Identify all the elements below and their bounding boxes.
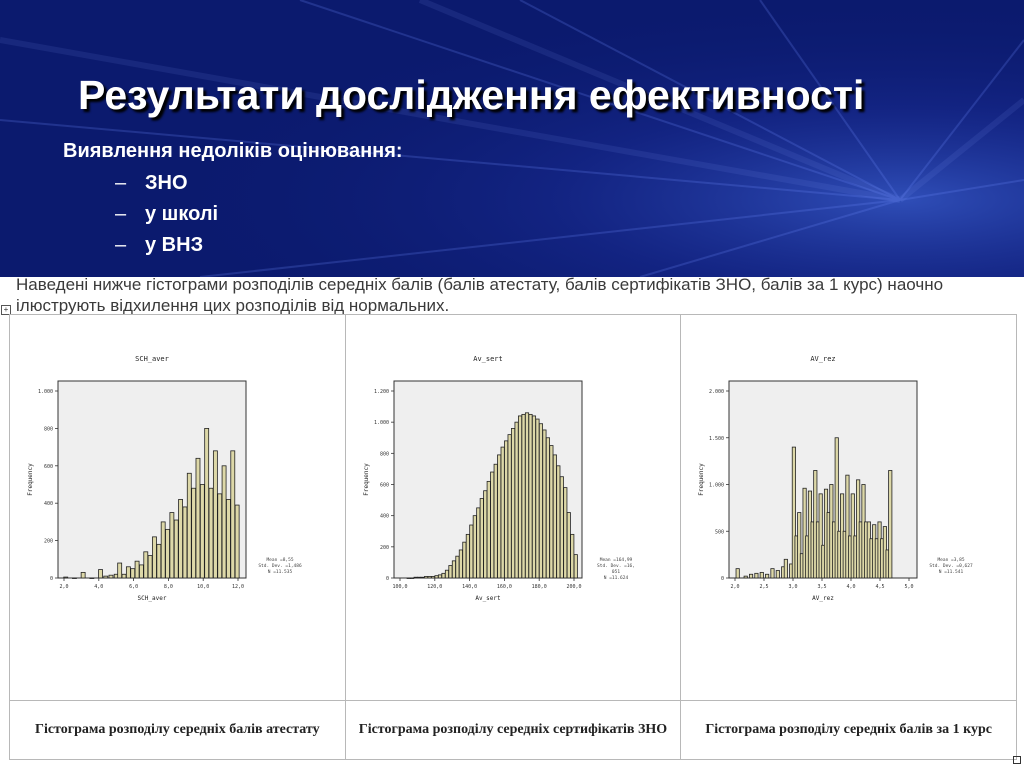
histogram-bar [139, 565, 143, 578]
histogram-bar [122, 574, 126, 578]
histogram-chart-av-rez [681, 315, 1015, 695]
histogram-bar [525, 413, 528, 578]
x-axis-label: SCH_aver [137, 595, 167, 602]
x-tick-label: 4,5 [875, 584, 885, 590]
histogram-bar [553, 455, 556, 578]
histogram-bar [567, 513, 570, 578]
x-tick-label: 2,0 [59, 584, 69, 590]
caption-cell: Гістограма розподілу середніх сертифікатів ЗНО [345, 701, 681, 760]
histogram-chart-av-sert [346, 315, 680, 695]
x-tick-label: 4,0 [94, 584, 104, 590]
histogram-bar [148, 556, 152, 578]
chart-cell [681, 315, 1017, 701]
stats-label: N =11.541 [939, 570, 964, 575]
slide-header [0, 0, 1024, 277]
histogram-bar [445, 570, 448, 578]
y-tick-label: 800 [379, 451, 389, 458]
histogram-bar [417, 577, 420, 578]
x-tick-label: 200,0 [566, 584, 582, 590]
bullet-item [115, 201, 218, 232]
caption-cell: Гістограма розподілу середніх балів атестату [10, 701, 346, 760]
y-tick-label: 800 [43, 426, 53, 433]
bullet-text: у школі [145, 203, 219, 225]
histogram-bar [170, 513, 174, 578]
histogram-bar [226, 499, 230, 578]
histogram-bar [459, 550, 462, 578]
histogram-bar [750, 574, 753, 578]
y-tick-label: 1.500 [709, 435, 725, 442]
histogram-bar [532, 416, 535, 578]
histogram-bar [126, 567, 130, 578]
histogram-bar [511, 428, 514, 578]
y-tick-label: 1.000 [709, 482, 725, 489]
histogram-bar [410, 578, 413, 579]
stats-label: Std. Dev. =16, [596, 564, 635, 569]
histogram-bar [104, 576, 108, 578]
histogram-bar [529, 414, 532, 578]
histogram-bar [205, 428, 209, 578]
stats-label: Mean =8,55 [266, 558, 294, 563]
stats-label: Mean =164,99 [599, 558, 632, 563]
chart-title: AV_rez [810, 355, 836, 363]
histogram-bar [144, 552, 148, 578]
histogram-bar [570, 534, 573, 578]
x-tick-label: 3,0 [788, 584, 798, 590]
y-tick-label: 1.000 [373, 420, 389, 427]
histogram-bar [546, 438, 549, 578]
histogram-bar [574, 555, 577, 578]
histogram-bar [118, 563, 122, 578]
histogram-bar [776, 571, 779, 578]
histogram-chart-sch-aver [10, 315, 344, 695]
histogram-bar [200, 485, 204, 579]
y-tick-label: 0 [721, 576, 725, 582]
histogram-bar [556, 466, 559, 578]
histogram-bar [508, 435, 511, 578]
y-axis-label: Frequency [27, 463, 34, 496]
histogram-bar [407, 578, 410, 579]
x-axis-label: Av_sert [475, 595, 501, 602]
histogram-bar [72, 578, 76, 579]
histogram-bar [448, 566, 451, 578]
dash-icon: – [115, 234, 127, 256]
bullet-text: ЗНО [145, 172, 188, 194]
x-tick-label: 140,0 [461, 584, 477, 590]
x-tick-label: 120,0 [426, 584, 442, 590]
histogram-bar [64, 577, 68, 578]
x-tick-label: 2,5 [759, 584, 769, 590]
end-marker-icon [1013, 756, 1021, 764]
histogram-bar [504, 441, 507, 578]
histogram-bar [435, 576, 438, 578]
histogram-bar [549, 446, 552, 578]
y-tick-label: 0 [49, 576, 53, 582]
x-axis-label: AV_rez [812, 595, 835, 602]
stats-label: N =11.624 [603, 576, 628, 581]
x-tick-label: 8,0 [163, 584, 173, 590]
document-paragraph: Наведені нижче гістограми розподілів середніх балів (балів атестату, балів сертифікатів ЗНО, балів за 1 курс) наочно ілюструють відхилення цих розподілів від нормальних. [16, 275, 944, 315]
dash-icon: – [115, 172, 127, 194]
chart-title: SCH_aver [135, 355, 169, 363]
histogram-bar [490, 472, 493, 578]
histogram-bar [476, 508, 479, 578]
stats-label: 051 [611, 570, 620, 575]
histogram-bar [535, 419, 538, 578]
histogram-bar [192, 488, 196, 578]
stats-label: Std. Dev. =0,627 [929, 564, 973, 569]
histogram-bar [515, 422, 518, 578]
chart-title: Av_sert [472, 355, 503, 363]
histogram-bar [218, 494, 222, 578]
y-tick-label: 400 [43, 501, 53, 508]
histogram-bar [161, 522, 165, 578]
histogram-bar [166, 529, 170, 578]
histogram-bar [131, 569, 135, 578]
histogram-bar [152, 537, 156, 578]
histogram-bar [480, 499, 483, 578]
chart-cell [10, 315, 346, 701]
histogram-bar [744, 576, 747, 578]
histogram-bar [760, 572, 763, 578]
histogram-bar [81, 572, 85, 578]
y-tick-label: 200 [43, 538, 53, 545]
x-tick-label: 160,0 [496, 584, 512, 590]
x-tick-label: 4,0 [846, 584, 856, 590]
x-tick-label: 6,0 [129, 584, 139, 590]
histogram-bar [235, 505, 239, 578]
histogram-bar [539, 424, 542, 578]
stats-label: Std. Dev. =1,486 [258, 564, 302, 569]
histogram-bar [494, 464, 497, 578]
histogram-bar [428, 576, 431, 578]
histogram-bar [135, 561, 139, 578]
histogram-bar [785, 559, 788, 578]
histogram-bar [414, 577, 417, 578]
histogram-bar [462, 542, 465, 578]
y-tick-label: 1.000 [37, 389, 53, 395]
histogram-bar [771, 569, 774, 578]
slide-title: Результати дослідження ефективності [78, 72, 865, 118]
y-axis-label: Frequency [698, 463, 706, 496]
bullet-list [115, 170, 218, 263]
histogram-bar [560, 477, 563, 578]
y-tick-label: 500 [715, 529, 725, 536]
y-tick-label: 0 [385, 576, 389, 582]
table-move-handle-icon[interactable]: + [1, 305, 11, 315]
histogram-bar [501, 447, 504, 578]
histogram-bar [563, 488, 566, 578]
histogram-bar [755, 573, 758, 578]
y-tick-label: 400 [379, 513, 389, 520]
y-axis-label: Frequency [362, 463, 370, 496]
caption-cell: Гістограма розподілу середніх балів за 1 курс [681, 701, 1017, 760]
histogram-bar [183, 507, 187, 578]
y-tick-label: 600 [379, 482, 389, 489]
bullet-text: у ВНЗ [145, 234, 204, 256]
figures-table [9, 314, 1017, 760]
histogram-bar [487, 481, 490, 578]
histogram-bar [213, 451, 217, 578]
histogram-bar [473, 516, 476, 578]
histogram-bar [542, 430, 545, 578]
stats-label: Mean =3,85 [937, 558, 965, 563]
x-tick-label: 2,0 [730, 584, 740, 590]
histogram-bar [231, 451, 235, 578]
histogram-bar [442, 573, 445, 578]
histogram-bar [438, 575, 441, 578]
histogram-bar [90, 578, 94, 579]
histogram-bar [424, 576, 427, 578]
histogram-bar [99, 570, 103, 578]
histogram-bar [766, 574, 769, 578]
histogram-bar [174, 520, 178, 578]
histogram-bar [455, 556, 458, 578]
histogram-bar [452, 561, 455, 578]
x-tick-label: 10,0 [197, 584, 210, 590]
histogram-bar [209, 488, 213, 578]
histogram-bar [889, 470, 892, 578]
bullet-item [115, 232, 218, 263]
histogram-bar [483, 491, 486, 578]
histogram-bar [431, 576, 434, 578]
chart-cell [345, 315, 681, 701]
histogram-bar [421, 577, 424, 578]
y-tick-label: 200 [379, 544, 389, 551]
histogram-bar [109, 575, 113, 578]
x-tick-label: 5,0 [904, 584, 914, 590]
histogram-bar [518, 416, 521, 578]
x-tick-label: 3,5 [817, 584, 827, 590]
x-tick-label: 12,0 [231, 584, 245, 590]
x-tick-label: 180,0 [531, 584, 547, 590]
y-tick-label: 1.200 [373, 389, 389, 395]
histogram-bar [179, 499, 183, 578]
dash-icon: – [115, 203, 127, 225]
y-tick-label: 600 [43, 463, 53, 470]
histogram-bar [497, 455, 500, 578]
histogram-bar [157, 544, 161, 578]
x-tick-label: 100,0 [392, 584, 408, 590]
histogram-bar [196, 458, 200, 578]
histogram-bar [522, 414, 525, 578]
histogram-bar [222, 466, 226, 578]
stats-label: N =11.535 [267, 570, 293, 575]
histogram-bar [466, 534, 469, 578]
histogram-bar [469, 525, 472, 578]
bullet-item [115, 170, 218, 201]
histogram-bar [187, 473, 191, 578]
slide-subtitle: Виявлення недоліків оцінювання: [63, 140, 403, 162]
y-tick-label: 2.000 [709, 389, 725, 395]
histogram-bar [736, 569, 739, 578]
